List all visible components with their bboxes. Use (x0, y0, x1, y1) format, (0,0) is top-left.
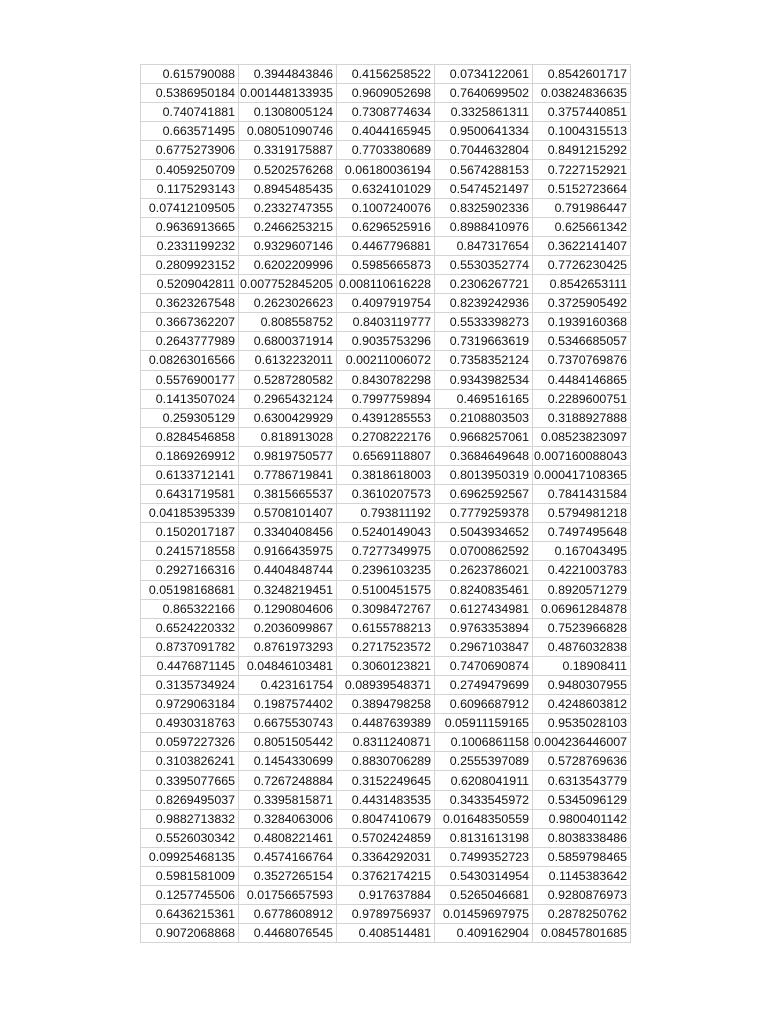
table-cell[interactable]: 0.8761973293 (239, 637, 337, 656)
table-cell[interactable]: 0.818913028 (239, 427, 337, 446)
table-cell[interactable]: 0.4930318763 (141, 714, 239, 733)
table-cell[interactable]: 0.9035753296 (337, 332, 435, 351)
table-cell[interactable]: 0.5202576268 (239, 160, 337, 179)
table-cell[interactable]: 0.07412109505 (141, 198, 239, 217)
table-row (141, 485, 631, 504)
table-row (141, 809, 631, 828)
table-cell[interactable]: 0.0734122061 (435, 65, 533, 84)
table-row (141, 465, 631, 484)
table-row (141, 84, 631, 103)
table-cell[interactable]: 0.408514481 (337, 924, 435, 943)
table-body (141, 65, 631, 943)
table-cell[interactable]: 0.9480307955 (533, 676, 631, 695)
table-cell[interactable]: 0.6569118807 (337, 446, 435, 465)
table-row (141, 905, 631, 924)
table-cell[interactable]: 0.5985665873 (337, 255, 435, 274)
table-row (141, 427, 631, 446)
table-row (141, 676, 631, 695)
table-cell[interactable]: 0.7044632804 (435, 141, 533, 160)
table-cell[interactable]: 0.6202209996 (239, 255, 337, 274)
table-cell[interactable]: 0.3762174215 (337, 866, 435, 885)
table-row (141, 542, 631, 561)
table-cell[interactable]: 0.1502017187 (141, 523, 239, 542)
table-cell[interactable]: 0.1308005124 (239, 103, 337, 122)
table-row (141, 504, 631, 523)
table-cell[interactable]: 0.5474521497 (435, 179, 533, 198)
table-cell[interactable]: 0.5576900177 (141, 370, 239, 389)
table-cell[interactable]: 0.4221003783 (533, 561, 631, 580)
table-cell[interactable]: 0.4484146865 (533, 370, 631, 389)
table-cell[interactable]: 0.6431719581 (141, 485, 239, 504)
table-cell[interactable]: 0.7358352124 (435, 351, 533, 370)
table-cell[interactable]: 0.8038338486 (533, 828, 631, 847)
table-cell[interactable]: 0.3103826241 (141, 752, 239, 771)
table-cell[interactable]: 0.1257745506 (141, 886, 239, 905)
table-cell[interactable]: 0.2965432124 (239, 389, 337, 408)
table-cell[interactable]: 0.2623786021 (435, 561, 533, 580)
table-cell[interactable]: 0.2289600751 (533, 389, 631, 408)
table-cell[interactable]: 0.7277349975 (337, 542, 435, 561)
table-row (141, 637, 631, 656)
table-cell[interactable]: 0.2466253215 (239, 217, 337, 236)
table-cell[interactable]: 0.7779259378 (435, 504, 533, 523)
table-cell[interactable]: 0.6436215361 (141, 905, 239, 924)
table-cell[interactable]: 0.04185395339 (141, 504, 239, 523)
table-cell[interactable]: 0.2623026623 (239, 294, 337, 313)
table-cell[interactable]: 0.00211006072 (337, 351, 435, 370)
table-cell[interactable]: 0.000417108365 (533, 465, 631, 484)
table-cell[interactable]: 0.3527265154 (239, 866, 337, 885)
table-row (141, 65, 631, 84)
table-cell[interactable]: 0.7499352723 (435, 847, 533, 866)
table-cell[interactable]: 0.6096687912 (435, 695, 533, 714)
table-cell[interactable]: 0.6296525916 (337, 217, 435, 236)
table-cell[interactable]: 0.9882713832 (141, 809, 239, 828)
table-cell[interactable]: 0.3433545972 (435, 790, 533, 809)
table-row (141, 714, 631, 733)
table-cell[interactable]: 0.4059250709 (141, 160, 239, 179)
table-cell[interactable]: 0.2396103235 (337, 561, 435, 580)
table-cell[interactable]: 0.2717523572 (337, 637, 435, 656)
table-cell[interactable]: 0.6778608912 (239, 905, 337, 924)
table-row (141, 103, 631, 122)
table-cell[interactable]: 0.9668257061 (435, 427, 533, 446)
table-cell[interactable]: 0.1175293143 (141, 179, 239, 198)
table-cell[interactable]: 0.6800371914 (239, 332, 337, 351)
table-row (141, 236, 631, 255)
table-cell[interactable]: 0.8047410679 (337, 809, 435, 828)
table-row (141, 695, 631, 714)
table-cell[interactable]: 0.9729063184 (141, 695, 239, 714)
table-row (141, 389, 631, 408)
table-cell[interactable]: 0.05911159165 (435, 714, 533, 733)
table-cell[interactable]: 0.5152723664 (533, 179, 631, 198)
table-cell[interactable]: 0.3623267548 (141, 294, 239, 313)
table-cell[interactable]: 0.3622141407 (533, 236, 631, 255)
table-cell[interactable]: 0.4487639389 (337, 714, 435, 733)
table-cell[interactable]: 0.9535028103 (533, 714, 631, 733)
table-row (141, 924, 631, 943)
table-cell[interactable]: 0.3248219451 (239, 580, 337, 599)
table-row (141, 255, 631, 274)
table-cell[interactable]: 0.469516165 (435, 389, 533, 408)
table-cell[interactable]: 0.1413507024 (141, 389, 239, 408)
table-row (141, 332, 631, 351)
table-cell[interactable]: 0.05198168681 (141, 580, 239, 599)
table-cell[interactable]: 0.5708101407 (239, 504, 337, 523)
table-row (141, 886, 631, 905)
table-cell[interactable]: 0.8269495037 (141, 790, 239, 809)
table-cell[interactable]: 0.4476871145 (141, 656, 239, 675)
table-cell[interactable]: 0.3325861311 (435, 103, 533, 122)
table-cell[interactable]: 0.03824836635 (533, 84, 631, 103)
table-cell[interactable]: 0.8131613198 (435, 828, 533, 847)
table-cell[interactable]: 0.625661342 (533, 217, 631, 236)
table-cell[interactable]: 0.740741881 (141, 103, 239, 122)
table-cell[interactable]: 0.7370769876 (533, 351, 631, 370)
table-cell[interactable]: 0.4156258522 (337, 65, 435, 84)
table-cell[interactable]: 0.793811192 (337, 504, 435, 523)
table-cell[interactable]: 0.001448133935 (239, 84, 337, 103)
table-cell[interactable]: 0.8311240871 (337, 733, 435, 752)
table-cell[interactable]: 0.5430314954 (435, 866, 533, 885)
table-cell[interactable]: 0.7319663619 (435, 332, 533, 351)
table-cell[interactable]: 0.423161754 (239, 676, 337, 695)
table-cell[interactable]: 0.9072068868 (141, 924, 239, 943)
table-cell[interactable]: 0.5345096129 (533, 790, 631, 809)
table-cell[interactable]: 0.2927166316 (141, 561, 239, 580)
table-cell[interactable]: 0.6155788213 (337, 618, 435, 637)
table-cell[interactable]: 0.791986447 (533, 198, 631, 217)
table-cell[interactable]: 0.5265046681 (435, 886, 533, 905)
table-cell[interactable]: 0.4248603812 (533, 695, 631, 714)
table-cell[interactable]: 0.7308774634 (337, 103, 435, 122)
table-cell[interactable]: 0.808558752 (239, 313, 337, 332)
table-cell[interactable]: 0.09925468135 (141, 847, 239, 866)
table-cell[interactable]: 0.917637884 (337, 886, 435, 905)
table-cell[interactable]: 0.9636913665 (141, 217, 239, 236)
table-cell[interactable]: 0.9800401142 (533, 809, 631, 828)
table-cell[interactable]: 0.3395815871 (239, 790, 337, 809)
table-cell[interactable]: 0.4574166764 (239, 847, 337, 866)
table-cell[interactable]: 0.4097919754 (337, 294, 435, 313)
table-cell[interactable]: 0.4876032838 (533, 637, 631, 656)
table-cell[interactable]: 0.5530352774 (435, 255, 533, 274)
table-cell[interactable]: 0.3098472767 (337, 599, 435, 618)
table-cell[interactable]: 0.7726230425 (533, 255, 631, 274)
table-cell[interactable]: 0.2332747355 (239, 198, 337, 217)
table-cell[interactable]: 0.3610207573 (337, 485, 435, 504)
table-row (141, 179, 631, 198)
table-cell[interactable]: 0.4431483535 (337, 790, 435, 809)
table-cell[interactable]: 0.9763353894 (435, 618, 533, 637)
table-row (141, 561, 631, 580)
table-cell[interactable]: 0.1290804606 (239, 599, 337, 618)
table-cell[interactable]: 0.1939160368 (533, 313, 631, 332)
table-cell[interactable]: 0.8542653111 (533, 275, 631, 294)
table-cell[interactable]: 0.7786719841 (239, 465, 337, 484)
table-row (141, 656, 631, 675)
table-cell[interactable]: 0.7497495648 (533, 523, 631, 542)
table-cell[interactable]: 0.7640699502 (435, 84, 533, 103)
table-cell[interactable]: 0.5859798465 (533, 847, 631, 866)
table-cell[interactable]: 0.9789756937 (337, 905, 435, 924)
table-cell[interactable]: 0.3319175887 (239, 141, 337, 160)
table-cell[interactable]: 0.01648350559 (435, 809, 533, 828)
table-cell[interactable]: 0.1145383642 (533, 866, 631, 885)
table-cell[interactable]: 0.3725905492 (533, 294, 631, 313)
table-row (141, 618, 631, 637)
table-cell[interactable]: 0.8430782298 (337, 370, 435, 389)
table-cell[interactable]: 0.9500641334 (435, 122, 533, 141)
table-cell[interactable]: 0.2108803503 (435, 408, 533, 427)
table-row (141, 790, 631, 809)
table-row (141, 198, 631, 217)
table-cell[interactable]: 0.3667362207 (141, 313, 239, 332)
table-cell[interactable]: 0.1454330699 (239, 752, 337, 771)
table-cell[interactable]: 0.6775273906 (141, 141, 239, 160)
table-cell[interactable]: 0.9280876973 (533, 886, 631, 905)
table-cell[interactable]: 0.8239242936 (435, 294, 533, 313)
table-row (141, 275, 631, 294)
table-row (141, 351, 631, 370)
table-cell[interactable]: 0.8737091782 (141, 637, 239, 656)
table-cell[interactable]: 0.9329607146 (239, 236, 337, 255)
table-cell[interactable]: 0.2036099867 (239, 618, 337, 637)
table-cell[interactable]: 0.5209042811 (141, 275, 239, 294)
table-cell[interactable]: 0.6524220332 (141, 618, 239, 637)
table-cell[interactable]: 0.2555397089 (435, 752, 533, 771)
table-cell[interactable]: 0.008110616228 (337, 275, 435, 294)
table-cell[interactable]: 0.8542601717 (533, 65, 631, 84)
table-cell[interactable]: 0.1869269912 (141, 446, 239, 465)
table-cell[interactable]: 0.5240149043 (337, 523, 435, 542)
table-cell[interactable]: 0.5794981218 (533, 504, 631, 523)
table-row (141, 752, 631, 771)
table-cell[interactable]: 0.6962592567 (435, 485, 533, 504)
table-cell[interactable]: 0.9609052698 (337, 84, 435, 103)
table-cell[interactable]: 0.865322166 (141, 599, 239, 618)
table-cell[interactable]: 0.3364292031 (337, 847, 435, 866)
table-cell[interactable]: 0.3188927888 (533, 408, 631, 427)
table-cell[interactable]: 0.08523823097 (533, 427, 631, 446)
table-cell[interactable]: 0.5533398273 (435, 313, 533, 332)
table-cell[interactable]: 0.5346685057 (533, 332, 631, 351)
table-cell[interactable]: 0.3340408456 (239, 523, 337, 542)
table-row (141, 160, 631, 179)
table-cell[interactable]: 0.2967103847 (435, 637, 533, 656)
table-cell[interactable]: 0.0597227326 (141, 733, 239, 752)
table-cell[interactable]: 0.3284063006 (239, 809, 337, 828)
table-cell[interactable]: 0.8284546858 (141, 427, 239, 446)
table-cell[interactable]: 0.004236446007 (533, 733, 631, 752)
table-cell[interactable]: 0.6300429929 (239, 408, 337, 427)
table-cell[interactable]: 0.2708222176 (337, 427, 435, 446)
table-cell[interactable]: 0.2878250762 (533, 905, 631, 924)
table-row (141, 733, 631, 752)
table-cell[interactable]: 0.3757440851 (533, 103, 631, 122)
table-cell[interactable]: 0.06180036194 (337, 160, 435, 179)
table-cell[interactable]: 0.9343982534 (435, 370, 533, 389)
table-cell[interactable]: 0.2415718558 (141, 542, 239, 561)
table-cell[interactable]: 0.9166435975 (239, 542, 337, 561)
table-cell[interactable]: 0.18908411 (533, 656, 631, 675)
table-cell[interactable]: 0.847317654 (435, 236, 533, 255)
table-cell[interactable]: 0.2749479699 (435, 676, 533, 695)
table-row (141, 122, 631, 141)
table-row (141, 294, 631, 313)
table-cell[interactable]: 0.01756657593 (239, 886, 337, 905)
table-cell[interactable]: 0.4467796881 (337, 236, 435, 255)
table-row (141, 771, 631, 790)
table-cell[interactable]: 0.7703380689 (337, 141, 435, 160)
table-cell[interactable]: 0.4468076545 (239, 924, 337, 943)
table-row (141, 523, 631, 542)
table-cell[interactable]: 0.007160088043 (533, 446, 631, 465)
table-cell[interactable]: 0.3135734924 (141, 676, 239, 695)
table-cell[interactable]: 0.3944843846 (239, 65, 337, 84)
table-cell[interactable]: 0.409162904 (435, 924, 533, 943)
table-cell[interactable]: 0.6133712141 (141, 465, 239, 484)
table-row (141, 599, 631, 618)
table-cell[interactable]: 0.8830706289 (337, 752, 435, 771)
table-row (141, 313, 631, 332)
table-cell[interactable]: 0.2306267721 (435, 275, 533, 294)
table-cell[interactable]: 0.5981581009 (141, 866, 239, 885)
table-cell[interactable]: 0.2643777989 (141, 332, 239, 351)
table-cell[interactable]: 0.5043934652 (435, 523, 533, 542)
table-cell[interactable]: 0.7523966828 (533, 618, 631, 637)
table-cell[interactable]: 0.1007240076 (337, 198, 435, 217)
table-cell[interactable]: 0.8240835461 (435, 580, 533, 599)
table-cell[interactable]: 0.1006861158 (435, 733, 533, 752)
table-cell[interactable]: 0.5526030342 (141, 828, 239, 847)
table-cell[interactable]: 0.663571495 (141, 122, 239, 141)
table-cell[interactable]: 0.8945485435 (239, 179, 337, 198)
table-cell[interactable]: 0.2809923152 (141, 255, 239, 274)
table-cell[interactable]: 0.3395077665 (141, 771, 239, 790)
table-cell[interactable]: 0.5100451575 (337, 580, 435, 599)
table-cell[interactable]: 0.8491215292 (533, 141, 631, 160)
table-cell[interactable]: 0.3684649648 (435, 446, 533, 465)
table-row (141, 217, 631, 236)
table-row (141, 408, 631, 427)
table-cell[interactable]: 0.007752845205 (239, 275, 337, 294)
table-cell[interactable]: 0.8920571279 (533, 580, 631, 599)
table-row (141, 446, 631, 465)
table-cell[interactable]: 0.167043495 (533, 542, 631, 561)
table-cell[interactable]: 0.1987574402 (239, 695, 337, 714)
table-row (141, 866, 631, 885)
table-cell[interactable]: 0.1004315513 (533, 122, 631, 141)
table-cell[interactable]: 0.6127434981 (435, 599, 533, 618)
table-row (141, 580, 631, 599)
table-cell[interactable]: 0.615790088 (141, 65, 239, 84)
table-row (141, 141, 631, 160)
table-cell[interactable]: 0.04846103481 (239, 656, 337, 675)
table-cell[interactable]: 0.3152249645 (337, 771, 435, 790)
table-cell[interactable]: 0.01459697975 (435, 905, 533, 924)
table-cell[interactable]: 0.08051090746 (239, 122, 337, 141)
table-cell[interactable]: 0.7267248884 (239, 771, 337, 790)
table-cell[interactable]: 0.6132232011 (239, 351, 337, 370)
table-cell[interactable]: 0.8403119777 (337, 313, 435, 332)
table-cell[interactable]: 0.5674288153 (435, 160, 533, 179)
table-cell[interactable]: 0.7470690874 (435, 656, 533, 675)
table-cell[interactable]: 0.4404848744 (239, 561, 337, 580)
table-row (141, 370, 631, 389)
table-cell[interactable]: 0.6313543779 (533, 771, 631, 790)
table-cell[interactable]: 0.7227152921 (533, 160, 631, 179)
table-cell[interactable]: 0.8013950319 (435, 465, 533, 484)
table-cell[interactable]: 0.6208041911 (435, 771, 533, 790)
table-cell[interactable]: 0.5728769636 (533, 752, 631, 771)
table-cell[interactable]: 0.5287280582 (239, 370, 337, 389)
table-cell[interactable]: 0.5386950184 (141, 84, 239, 103)
table-cell[interactable]: 0.3815665537 (239, 485, 337, 504)
table-cell[interactable]: 0.6675530743 (239, 714, 337, 733)
table-row (141, 847, 631, 866)
data-table (140, 64, 631, 943)
table-row (141, 828, 631, 847)
table-cell[interactable]: 0.4044165945 (337, 122, 435, 141)
table-cell[interactable]: 0.8988410976 (435, 217, 533, 236)
table-cell[interactable]: 0.06961284878 (533, 599, 631, 618)
table-cell[interactable]: 0.5702424859 (337, 828, 435, 847)
table-cell[interactable]: 0.3894798258 (337, 695, 435, 714)
table-cell[interactable]: 0.2331199232 (141, 236, 239, 255)
table-cell[interactable]: 0.4391285553 (337, 408, 435, 427)
table-cell[interactable]: 0.08939548371 (337, 676, 435, 695)
table-cell[interactable]: 0.259305129 (141, 408, 239, 427)
table-cell[interactable]: 0.08263016566 (141, 351, 239, 370)
table-cell[interactable]: 0.0700862592 (435, 542, 533, 561)
table-cell[interactable]: 0.3060123821 (337, 656, 435, 675)
table-cell[interactable]: 0.6324101029 (337, 179, 435, 198)
table-cell[interactable]: 0.4808221461 (239, 828, 337, 847)
table-cell[interactable]: 0.9819750577 (239, 446, 337, 465)
table-cell[interactable]: 0.7841431584 (533, 485, 631, 504)
table-cell[interactable]: 0.8325902336 (435, 198, 533, 217)
table-cell[interactable]: 0.08457801685 (533, 924, 631, 943)
table-cell[interactable]: 0.7997759894 (337, 389, 435, 408)
table-cell[interactable]: 0.8051505442 (239, 733, 337, 752)
table-cell[interactable]: 0.3818618003 (337, 465, 435, 484)
